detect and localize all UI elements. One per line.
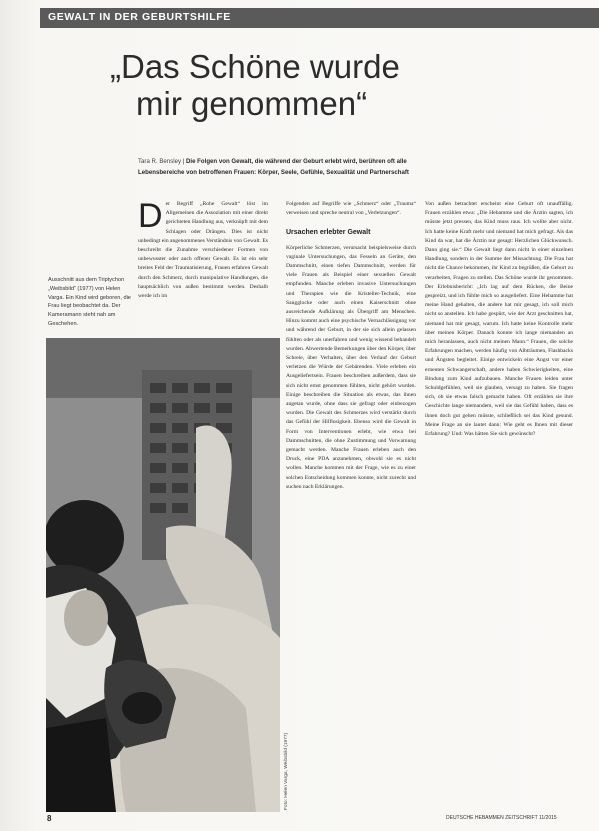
title-line-1: „Das Schöne wurde (110, 48, 400, 85)
title-line-2: mir genommen“ (136, 85, 368, 122)
body-column-2 (286, 200, 416, 800)
dek-separator: | (182, 158, 186, 165)
page-number: 8 (47, 814, 52, 823)
magazine-footer: DEUTSCHE HEBAMMEN ZEITSCHRIFT 11/2015 (446, 815, 557, 821)
body-text: er Begriff „Rohe Gewalt“ löst im Allgemeinen die Assoziation mit einer direkt gerichteten Handlung aus, verknüpft mit dem Schlagen oder Drängen. Dies ist nicht unbedingt ein angenommenes Verständnis von Gewalt. Es beschreibt die Zunahme verschiedener Formen von unbewusster oder auch offener Gewalt. Es ist ein sehr breites Feld der Traumatisierung, Frauen erfahren Gewalt durch den Schmerz, durch manipulative Handlungen, die hauptsächlich von außen bestimmt werden. Deshalb werde ich im (138, 201, 268, 300)
photo-credit: Foto: Helen Varga, Weibsbild (1977) (284, 732, 289, 810)
body-text: Folgenden auf Begriffe wie „Schmerz“ oder „Trauma“ verweisen und spreche neutral von „Verletzungen“. (286, 201, 416, 217)
photo-caption: Ausschnitt aus dem Triptychon „Weibsbild“ (1977) von Helen Varga. Ein Kind wird geboren, die Frau liegt beobachtet da. Der Kameramann steht nah am Geschehen. (48, 277, 131, 327)
body-column-1 (138, 200, 268, 350)
photo-illustration (46, 338, 280, 812)
body-text: Von außen betrachtet erscheint eine Geburt oft unauffällig. Frauen erzählen etwa: „Die Hebamme und die Ärztin sagten, ich müsste jetzt pressen, das Kind muss raus. Ich wollte aber nicht. Ich hatte keine Kraft mehr und niemand hat mich gefragt. Als das Kind da war, hat die Ärztin nur gesagt: Herzlichen Glückwunsch. Dann ging sie.“ Die Gewalt liegt dann nicht in einer einzelnen Handlung, sondern in der Summe der Missachtung. Die Frau hat nicht die Chance bekommen, ihr Kind zu begrüßen, die Geburt zu verarbeiten, Fragen zu stellen. Das Schöne wurde ihr genommen. Der Erlebnisbericht: „Ich lag auf dem Rücken, die Beine gespreizt, und ich fühlte mich so ausgeliefert. Eine Hebamme hat meine Hand gehalten, die andere hat mir gesagt, ich soll mich nicht so anstellen. Ich habe gespürt, wie der Arzt geschnitten hat, niemand hat mir gesagt, warum. Ich hatte keine Kontrolle mehr über meinen Körper. Danach konnte ich lange niemanden an mich heranlassen, auch nicht meinen Mann.“ Frauen, die solche Erfahrungen machen, werden häufig von Albträumen, Flashbacks und Ängsten begleitet. Einige entwickeln eine Angst vor einer erneuten Schwangerschaft, andere haben Schwierigkeiten, eine Bindung zum Kind aufzubauen. Manche Frauen leiden unter Schuldgefühlen, weil sie glauben, versagt zu haben. Sie fragen sich, ob sie etwas falsch gemacht haben. Oft erzählen sie ihre Geschichte lange niemandem, weil sie das Gefühl haben, dass es ihnen doch gut gehen müsste, schließlich sei das Kind gesund. Meine Frage an sie lautet dann: Wie geht es Ihnen mit dieser Erfahrung? Und: Was hätten Sie sich gewünscht? (425, 201, 573, 438)
article-dek (138, 156, 578, 178)
dek-text: Die Folgen von Gewalt, die während der Geburt erlebt wird, berühren oft alle (186, 158, 407, 165)
body-column-3 (425, 200, 573, 805)
article-photo (46, 338, 280, 812)
subheading: Ursachen erlebter Gewalt (286, 229, 371, 237)
section-header-label: GEWALT IN DER GEBURTSHILFE (48, 11, 231, 23)
author-name: Tara R. Bensley (138, 158, 182, 165)
body-text: Körperliche Schmerzen, verursacht beispielsweise durch vaginale Untersuchungen, das Fesseln an Geräte, den Dammschnitt, einen tiefen Dammschnitt, werden für viele Frauen als Beispiel einer sexuellen Gewalt empfunden. Manche erleben invasive Untersuchungen und Therapien wie die Kristeller-Technik, eine Saugglocke oder auch einen Kaiserschnitt ohne ausreichende Aufklärung als Übergriff am Menschen. Hinzu kommt auch eine psychische Vernachlässigung vor und während der Geburt, in der sie sich allein gelassen fühlten oder als unerfahren und wenig wissend behandelt wurden. Abwertende Bemerkungen über den Körper, über Schreie, über Verhalten, über den Verlauf der Geburt verletzen die Würde der Gebärenden. Viele erleben ein Ausgeliefertsein. Frauen beschreiben außerdem, dass sie sich nicht ernst genommen fühlten, nicht gehört wurden. Einige beschreiben die Situation als etwas, das ihnen angetan wurde, ohne dass sie gefragt oder einbezogen wurden. Die Gewalt des Schmerzes wird verstärkt durch das Gefühl der Hilflosigkeit. Ebenso wird die Gewalt in Form von Interventionen erlebt, wie etwa bei Dammschnitten, die ohne Zustimmung und Vorwarnung gemacht werden. Manche Frauen erleben auch den Druck, eine PDA anzunehmen, obwohl sie es nicht wollen. Manche kommen mit der Frage, wie es zu einer solchen Entscheidung kommen konnte, nicht zurecht und suchen nach Erklärungen. (286, 244, 416, 490)
dek-text-line-2: Lebensbereiche von betroffenen Frauen: Körper, Seele, Gefühle, Sexualität und Partnerschaft (138, 169, 409, 176)
article-title (110, 48, 570, 122)
drop-cap: D (138, 200, 163, 235)
